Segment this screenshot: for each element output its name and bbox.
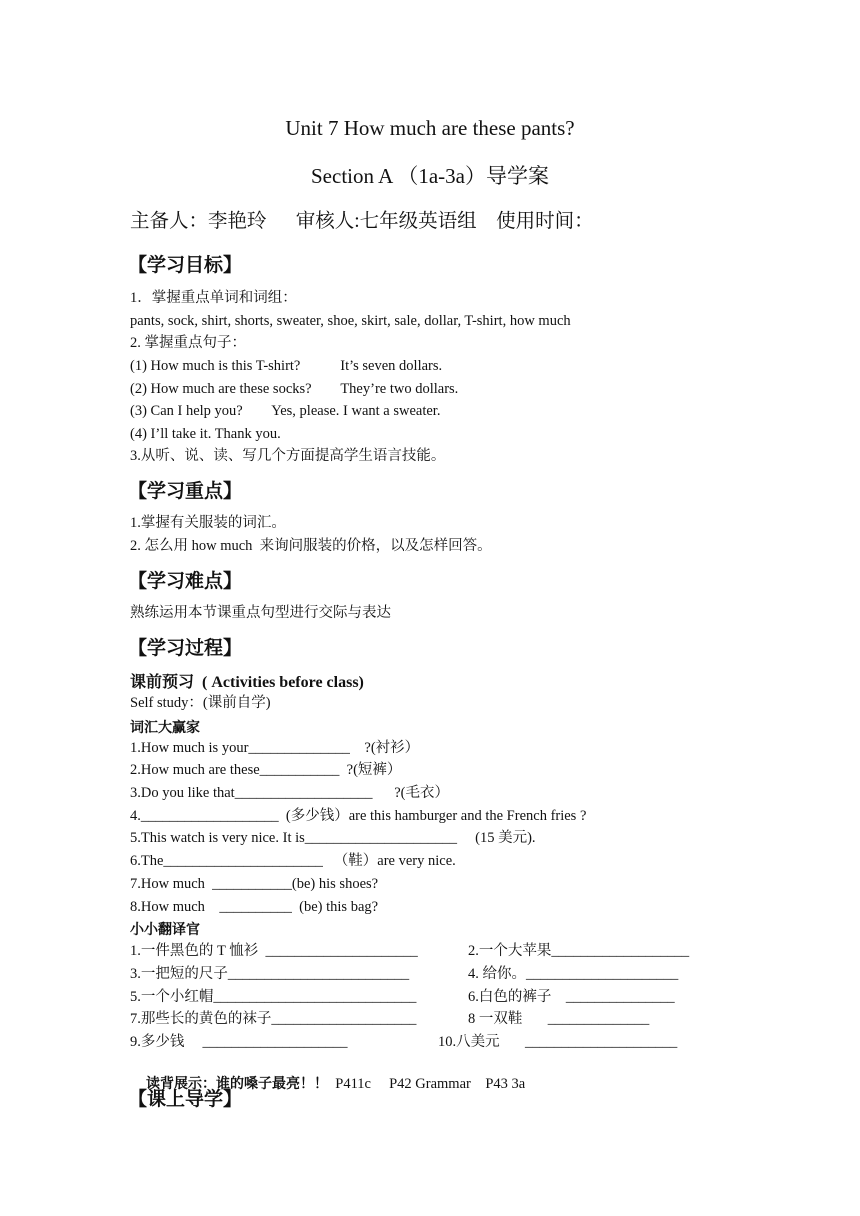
difficulties-heading: 【学习难点】 — [128, 570, 243, 592]
goal-line: (2) How much are these socks? They’re two dollars. — [130, 381, 459, 397]
vocab-item: 7.How much ___________(be) his shoes? — [130, 876, 379, 892]
key-points-heading: 【学习重点】 — [128, 480, 243, 502]
key-point-line: 1.掌握有关服装的词汇。 — [130, 515, 286, 531]
translate-item: 6.白色的裤子 _______________ — [468, 989, 675, 1005]
translate-item: 10.八美元 _____________________ — [438, 1034, 678, 1050]
vocab-title: 词汇大赢家 — [130, 720, 200, 736]
goal-line: 2. 掌握重点句子： — [130, 335, 246, 351]
vocab-item: 1.How much is your______________ ?(衬衫） — [130, 740, 420, 756]
vocab-item: 6.The______________________ （鞋）are very nice. — [130, 853, 456, 869]
difficulty-line: 熟练运用本节课重点句型进行交际与表达 — [130, 605, 391, 621]
goal-line: (3) Can I help you? Yes, please. I want a sweater. — [130, 403, 441, 419]
vocab-item: 3.Do you like that___________________ ?(毛衣） — [130, 785, 449, 801]
document-subtitle: Section A （1a-3a）导学案 — [311, 164, 549, 188]
vocab-item: 5.This watch is very nice. It is_____________________ (15 美元). — [130, 830, 536, 846]
recite-refs: P411c P42 Grammar P43 3a — [328, 1076, 526, 1092]
translate-item: 7.那些长的黄色的袜子____________________ — [130, 1011, 417, 1027]
goals-heading: 【学习目标】 — [128, 254, 243, 276]
vocab-item: 4.___________________ (多少钱）are this hamburger and the French fries ? — [130, 808, 587, 824]
vocab-item: 8.How much __________ (be) this bag? — [130, 899, 379, 915]
vocab-item: 2.How much are these___________ ?(短裤） — [130, 762, 402, 778]
key-point-line: 2. 怎么用 how much 来询问服装的价格，以及怎样回答。 — [130, 538, 492, 554]
document-title: Unit 7 How much are these pants? — [285, 116, 575, 140]
in-class-heading: 【课上导学】 — [128, 1088, 243, 1110]
preview-title: 课前预习 ( Activities before class) — [130, 674, 364, 691]
translate-item: 1.一件黑色的 T 恤衫 _____________________ — [130, 943, 418, 959]
recite-label: 读背展示：谁的嗓子最亮！！ — [146, 1076, 328, 1092]
translate-item: 8 一双鞋 ______________ — [468, 1011, 650, 1027]
goal-line: pants, sock, shirt, shorts, sweater, shoe, skirt, sale, dollar, T-shirt, how much — [130, 313, 571, 329]
goal-line: (4) I’ll take it. Thank you. — [130, 426, 281, 442]
goal-line: 1．掌握重点单词和词组： — [130, 290, 297, 306]
translate-item: 3.一把短的尺子_________________________ — [130, 966, 410, 982]
process-heading: 【学习过程】 — [128, 637, 243, 659]
self-study-line: Self study：(课前自学) — [130, 695, 271, 711]
translate-title: 小小翻译官 — [130, 922, 200, 938]
translate-item: 4. 给你。_____________________ — [468, 966, 679, 982]
translate-item: 9.多少钱 ____________________ — [130, 1034, 348, 1050]
translate-item: 2.一个大苹果___________________ — [468, 943, 690, 959]
translate-item: 5.一个小红帽____________________________ — [130, 989, 417, 1005]
goal-line: (1) How much is this T-shirt? It’s seven dollars. — [130, 358, 443, 374]
goal-line: 3.从听、说、读、写几个方面提高学生语言技能。 — [130, 448, 446, 464]
author-info: 主备人：李艳玲 审核人:七年级英语组 使用时间： — [130, 211, 594, 232]
